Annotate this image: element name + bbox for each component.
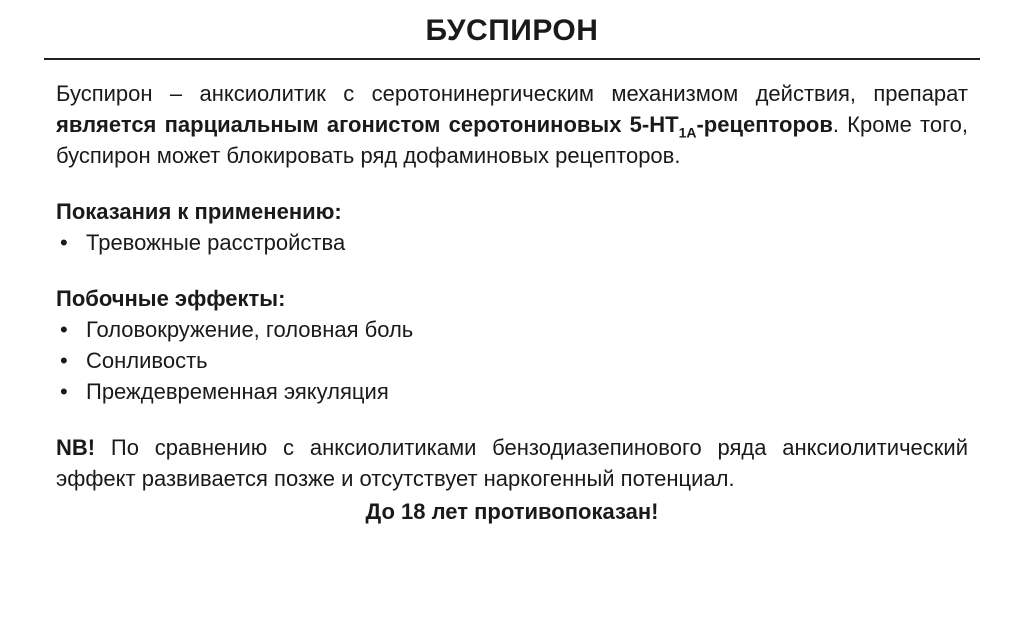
age-warning: До 18 лет противопоказан! bbox=[365, 499, 659, 524]
list-item-text: Тревожные расстройства bbox=[86, 230, 346, 255]
intro-text-1: Буспирон – анксиолитик с серотонинергическим механизмом действия, препарат bbox=[56, 81, 968, 106]
list-item-text: Преждевременная эякуляция bbox=[86, 379, 389, 404]
bullet-icon: • bbox=[60, 317, 68, 342]
intro-bold-2: -рецепторов bbox=[696, 112, 833, 137]
side-effects-section bbox=[56, 283, 968, 407]
bullet-icon: • bbox=[60, 230, 68, 255]
indications-title: Показания к применению: bbox=[56, 199, 342, 224]
slide-title: БУСПИРОН bbox=[425, 14, 599, 47]
indications-section bbox=[56, 196, 968, 258]
list-item bbox=[56, 345, 968, 376]
intro-text-2: . Кроме того, буспирон может блокировать ряд дофаминовых рецепторов. bbox=[56, 112, 968, 168]
side-effects-title: Побочные эффекты: bbox=[56, 286, 286, 311]
intro-subscript: 1A bbox=[678, 124, 697, 141]
bullet-icon: • bbox=[60, 379, 68, 404]
list-item bbox=[56, 314, 968, 345]
nb-label: NB! bbox=[56, 435, 96, 460]
list-item bbox=[56, 376, 968, 407]
intro-bold-1: является парциальным агонистом серотониновых 5-HT bbox=[56, 112, 679, 137]
intro-paragraph bbox=[56, 78, 968, 171]
title-divider bbox=[44, 58, 980, 60]
list-item bbox=[56, 227, 968, 258]
list-item-text: Сонливость bbox=[86, 348, 208, 373]
side-effects-list bbox=[56, 314, 968, 407]
indications-list bbox=[56, 227, 968, 258]
nb-paragraph bbox=[56, 432, 968, 494]
slide-content bbox=[56, 78, 968, 527]
nb-text: По сравнению с анксиолитиками бензодиазепинового ряда анксиолитический эффект развивается позже и отсутствует наркогенный потенциал. bbox=[56, 435, 968, 491]
bullet-icon: • bbox=[60, 348, 68, 373]
list-item-text: Головокружение, головная боль bbox=[86, 317, 414, 342]
